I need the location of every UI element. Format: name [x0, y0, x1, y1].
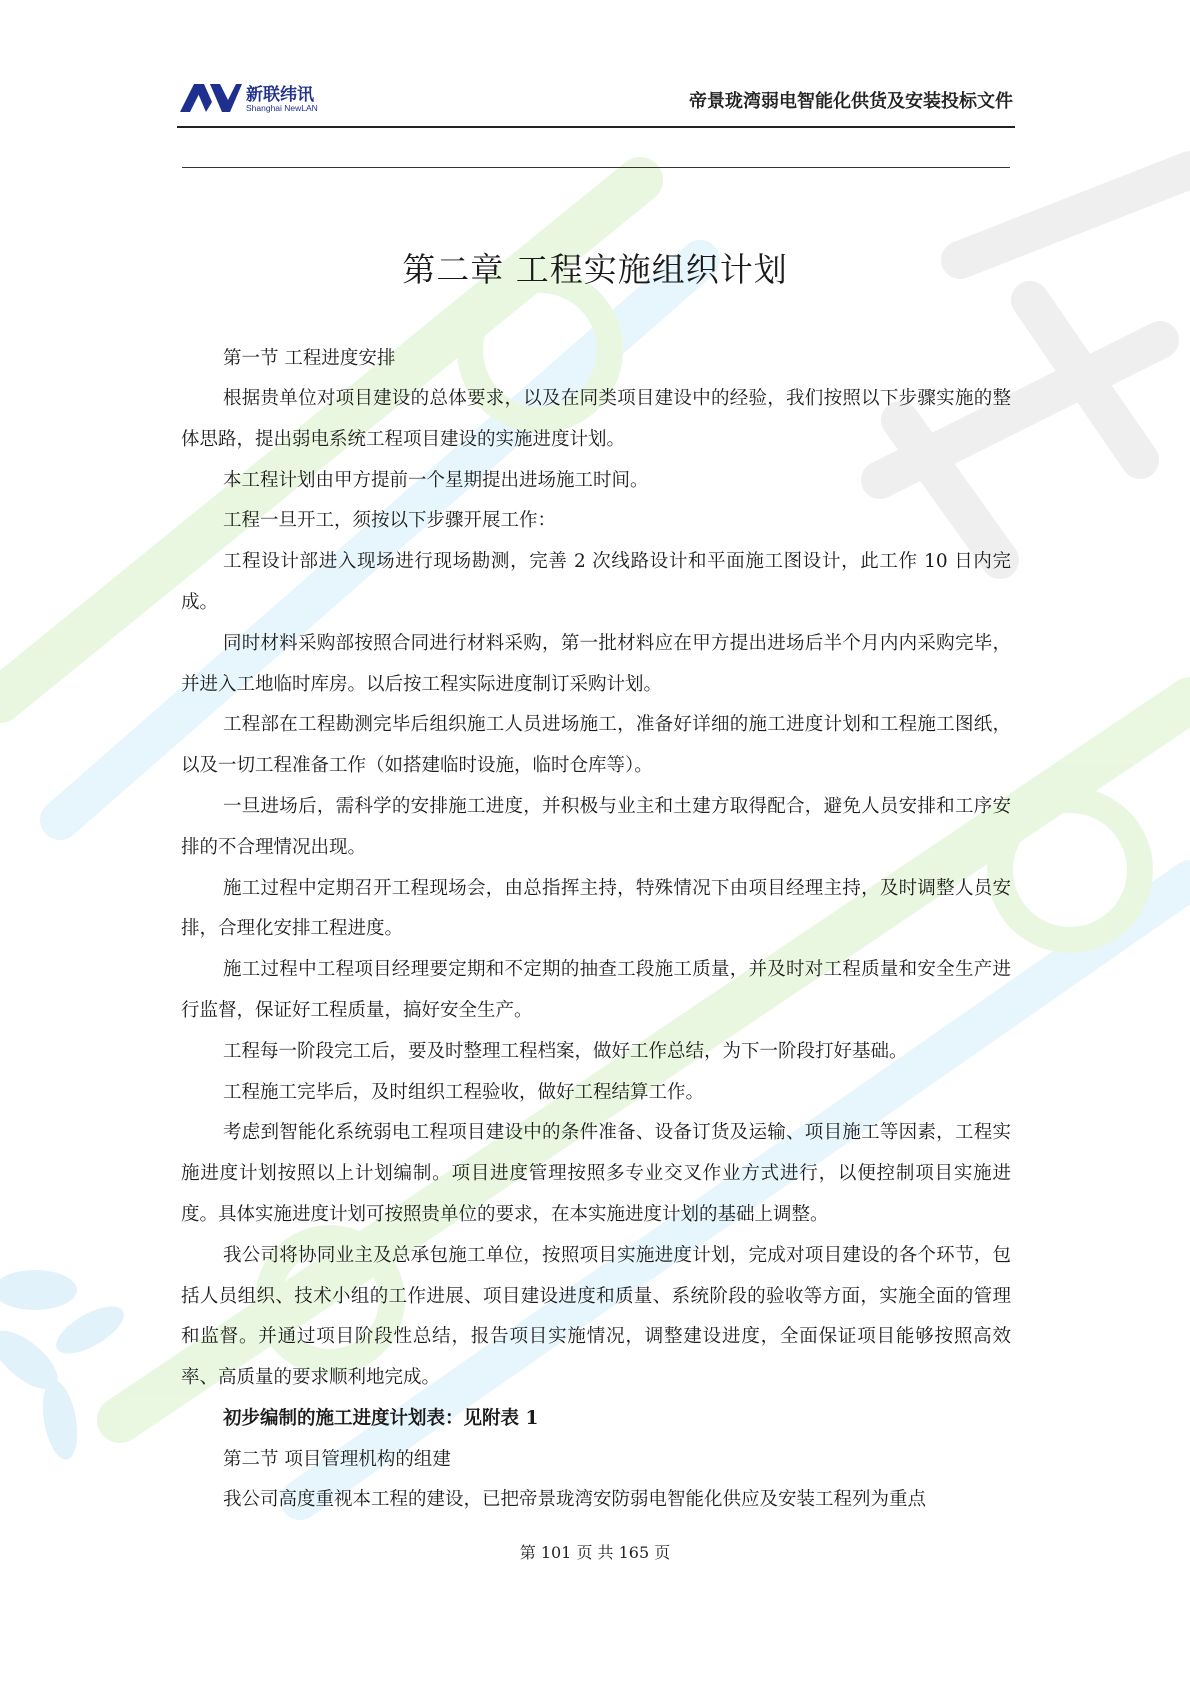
header-divider: [177, 126, 1015, 128]
paragraph: 工程施工完毕后，及时组织工程验收，做好工程结算工作。: [223, 1081, 705, 1103]
paragraph: 一旦进场后，需科学的安排施工进度，并积极与业主和土建方取得配合，避免人员安排和工序安排的不合理情况出现。: [181, 795, 1011, 858]
paragraph: 工程设计部进入现场进行现场勘测，完善 2 次线路设计和平面施工图设计，此工作 10 日内完成。: [181, 551, 1011, 613]
page-header: [180, 78, 1015, 126]
paragraph: 本工程计划由甲方提前一个星期提出进场施工时间。: [223, 469, 649, 491]
paragraph: 工程一旦开工，须按以下步骤开展工作：: [223, 510, 557, 532]
company-logo: [180, 80, 340, 120]
paragraph: 同时材料采购部按照合同进行材料采购，第一批材料应在甲方提出进场后半个月内内采购完毕，并进入工地临时库房。以后按工程实际进度制订采购计划。: [181, 632, 1011, 695]
chapter-title: 第二章 工程实施组织计划: [402, 250, 788, 289]
content-divider: [182, 167, 1010, 168]
paragraph: 施工过程中工程项目经理要定期和不定期的抽查工段施工质量，并及时对工程质量和安全生产进行监督，保证好工程质量，搞好安全生产。: [181, 959, 1011, 1021]
paragraph: 工程每一阶段完工后，要及时整理工程档案，做好工作总结，为下一阶段打好基础。: [223, 1040, 908, 1062]
section-heading: 第二节 项目管理机构的组建: [223, 1448, 451, 1470]
watermark-blue-flower-icon: [0, 1270, 131, 1462]
paragraph: 施工过程中定期召开工程现场会，由总指挥主持，特殊情况下由项目经理主持，及时调整人员安排，合理化安排工程进度。: [181, 877, 1011, 940]
document-title: 帝景珑湾弱电智能化供货及安装投标文件: [689, 91, 1013, 112]
logo-chinese-name: 新联纬讯: [246, 85, 314, 105]
paragraph: 我公司高度重视本工程的建设，已把帝景珑湾安防弱电智能化供应及安装工程列为重点: [223, 1488, 927, 1510]
section-heading: 第一节 工程进度安排: [223, 348, 396, 369]
newlan-logo-icon: [180, 82, 242, 114]
paragraph: 根据贵单位对项目建设的总体要求，以及在同类项目建设中的经验，我们按照以下步骤实施的整体思路，提出弱电系统工程项目建设的实施进度计划。: [181, 388, 1011, 450]
page-number: 第 101 页 共 165 页: [519, 1543, 671, 1562]
document-body: [181, 339, 1011, 1521]
paragraph: 工程部在工程勘测完毕后组织施工人员进场施工，准备好详细的施工进度计划和工程施工图纸，以及一切工程准备工作（如搭建临时设施，临时仓库等）。: [181, 714, 1011, 777]
schedule-note: 初步编制的施工进度计划表：见附表 1: [223, 1407, 539, 1429]
paragraph: 考虑到智能化系统弱电工程项目建设中的条件准备、设备订货及运输、项目施工等因素，工程实施进度计划按照以上计划编制。项目进度管理按照多专业交叉作业方式进行，以便控制项目实施进度。具体实施进度计划可按照贵单位的要求，在本实施进度计划的基础上调整。: [181, 1122, 1011, 1225]
paragraph: 我公司将协同业主及总承包施工单位，按照项目实施进度计划，完成对项目建设的各个环节，包括人员组织、技术小组的工作进展、项目建设进度和质量、系统阶段的验收等方面，实施全面的管理和监督。并通过项目阶段性总结，报告项目实施情况，调整建设进度，全面保证项目能够按照高效率、高质量的要求顺利地完成。: [181, 1244, 1011, 1389]
logo-english-name: Shanghai NewLAN: [246, 103, 318, 113]
